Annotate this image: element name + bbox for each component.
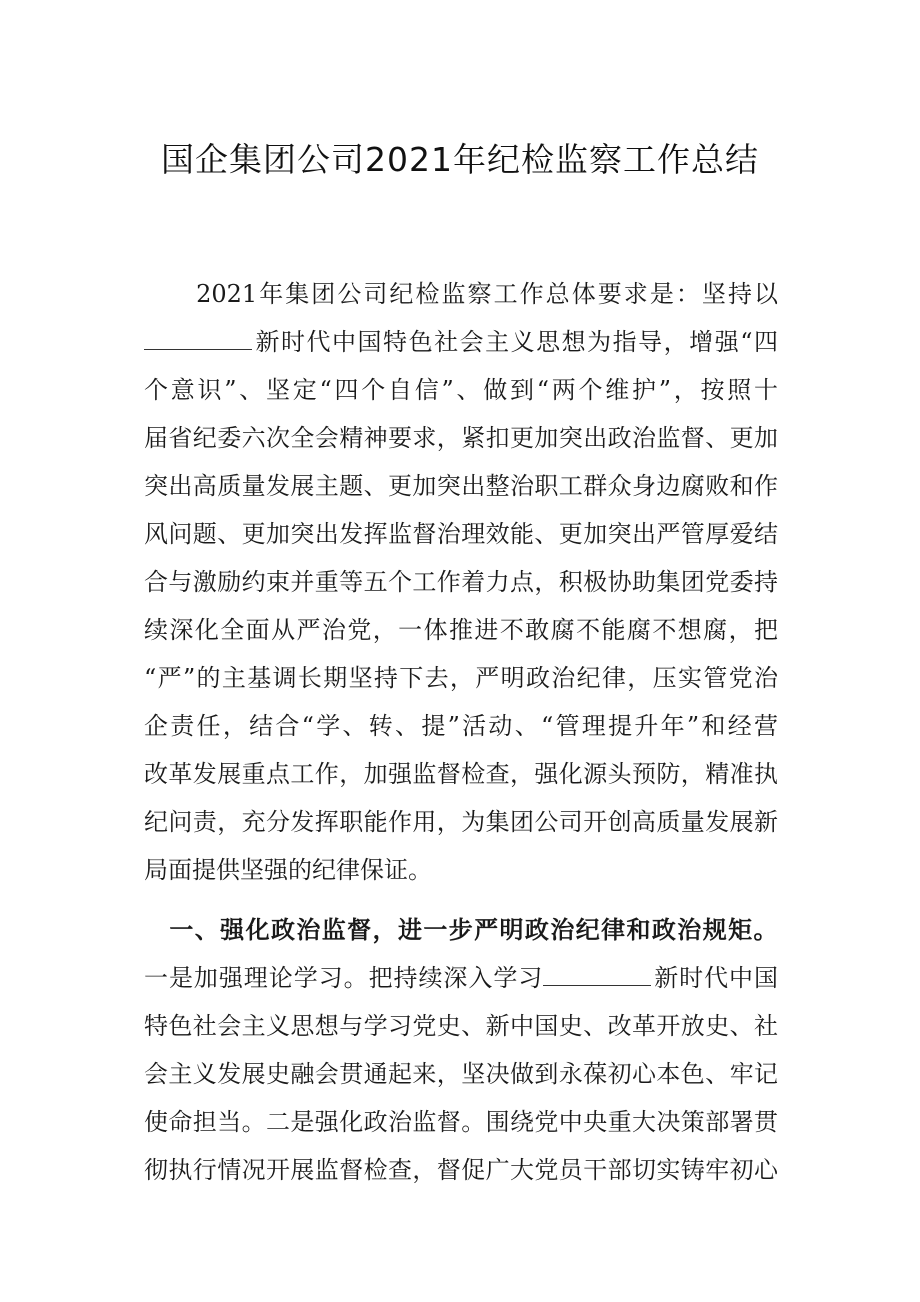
paragraph-line: 突出高质量发展主题、更加突出整治职工群众身边腐败和作 xyxy=(144,472,778,500)
redacted-blank xyxy=(543,963,651,986)
paragraph-line: “严”的主基调长期坚持下去，严明政治纪律，压实管党治 xyxy=(144,664,778,692)
paragraph-line: 续深化全面从严治党，一体推进不敢腐不能腐不想腐，把 xyxy=(144,616,778,644)
section-one xyxy=(144,906,778,1194)
document-title: 国企集团公司2021年纪检监察工作总结 xyxy=(161,140,759,179)
redacted-blank xyxy=(144,327,252,350)
paragraph-line xyxy=(144,318,778,366)
paragraph-line: 个意识”、坚定“四个自信”、做到“两个维护”，按照十 xyxy=(144,376,778,404)
paragraph-line: 改革发展重点工作，加强监督检查，强化源头预防，精准执 xyxy=(144,760,778,788)
paragraph-line: 局面提供坚强的纪律保证。 xyxy=(144,856,432,884)
paragraph-line: 企责任，结合“学、转、提”活动、“管理提升年”和经营 xyxy=(144,712,778,740)
paragraph-line: 使命担当。二是强化政治监督。围绕党中央重大决策部署贯 xyxy=(144,1108,778,1136)
paragraph-line: 风问题、更加突出发挥监督治理效能、更加突出严管厚爱结 xyxy=(144,520,778,548)
paragraph-line: 2021年集团公司纪检监察工作总体要求是：坚持以 xyxy=(144,280,778,308)
paragraph-line: 届省纪委六次全会精神要求，紧扣更加突出政治监督、更加 xyxy=(144,424,778,452)
paragraph-line: 会主义发展史融会贯通起来，坚决做到永葆初心本色、牢记 xyxy=(144,1060,778,1088)
paragraph-line-text: 新时代中国特色社会主义思想为指导，增强“四 xyxy=(254,328,778,356)
paragraph-line: 合与激励约束并重等五个工作着力点，积极协助集团党委持 xyxy=(144,568,778,596)
paragraph-line-text: 新时代中国 xyxy=(653,964,779,992)
section-heading: 一、强化政治监督，进一步严明政治纪律和政治规矩。 xyxy=(144,916,778,944)
paragraph-line: 纪问责，充分发挥职能作用，为集团公司开创高质量发展新 xyxy=(144,808,778,836)
paragraph-intro xyxy=(144,270,778,894)
paragraph-line-text: 一是加强理论学习。把持续深入学习 xyxy=(144,964,544,992)
paragraph-line xyxy=(144,954,778,1002)
paragraph-line: 特色社会主义思想与学习党史、新中国史、改革开放史、社 xyxy=(144,1012,778,1040)
paragraph-line: 彻执行情况开展监督检查，督促广大党员干部切实铸牢初心 xyxy=(144,1156,778,1184)
